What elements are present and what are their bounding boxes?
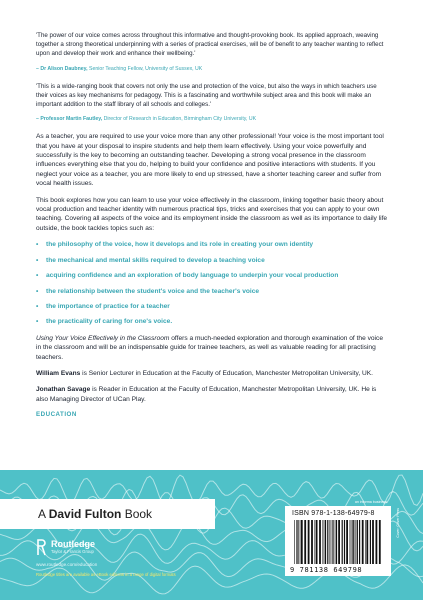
bullet-icon: • [36, 256, 39, 264]
barcode-bar [323, 520, 324, 564]
quote-2: 'This is a wide-ranging book that covers not only the use and protection of the voice, but also the ways in which teachers use their voices as key mechanisms for pedagogy. This is a fascinating and worthwhile subject area and this book will make an important addition to the staff library of all schools and colleges.' [36, 82, 377, 109]
imprint-bar [0, 499, 215, 529]
barcode-bar [357, 520, 358, 564]
barcode-bar [297, 520, 298, 564]
closing-paragraph: Using Your Voice Effectively in the Classroom offers a much-needed exploration and thorough examination of the voice in the classroom and will be an indispensable guide for trainee teachers, as well as valuable reading for all practising teachers. [36, 334, 383, 361]
barcode-bar [308, 520, 310, 564]
publisher-tagline: Taylor & Francis Group [51, 549, 94, 554]
imprint-logo: A David Fulton Book [38, 507, 153, 521]
barcode-bar [353, 520, 354, 564]
quote-1: 'The power of our voice comes across throughout this informative and thought-provoking book. Its applied approach, weaving together a strong theoretical underpinning with a series of practical exercises, will be of benefit to any teacher wanting to reflect upon and develop their work and enhance their wellbeing.' [36, 32, 384, 58]
barcode-bar [324, 520, 325, 564]
informa-note: an informa business [354, 500, 387, 504]
barcode-bar [330, 520, 331, 564]
topics-list [36, 240, 388, 326]
intro-paragraph: As a teacher, you are required to use your voice more than any other professional! Your voice is the most important tool that you have at your disposal to inspire students and help them learn effectively. Using your voice powerfully and successfully is the key to becoming an outstanding teacher. Developing a strong vocal presence in the classroom influences everything else that you do, helping to build your confidence and positive interactions with students. If you neglect your voice as a teacher, you are more likely to end up stressed, have a shorter teaching career and suffer from vocal health issues. [36, 133, 384, 188]
barcode-bar [346, 520, 348, 564]
author-bio-1: William Evans is Senior Lecturer in Education at the Faculty of Education, Manchester Metropolitan University, UK. [36, 369, 374, 377]
barcode-bar [342, 520, 343, 564]
explores-paragraph: This book explores how you can learn to use your voice effectively in the classroom, linking together basic theory about vocal production and teacher identity with numerous practical tips, tricks and exercises that you can apply to your own teaching. Covering all aspects of the voice and its employment inside the classroom as well as its importance to daily life outside, the book tackles topics such as: [36, 196, 388, 232]
barcode-bar [350, 520, 351, 564]
barcode-bar [351, 520, 352, 564]
barcode-bar [315, 520, 316, 564]
barcode-bar [300, 520, 301, 564]
barcode-bar [332, 520, 333, 564]
barcode-icon [292, 520, 384, 564]
barcode-panel [285, 500, 391, 576]
bullet-icon: • [36, 287, 39, 295]
barcode-bar [379, 520, 381, 564]
barcode-bar [327, 520, 328, 564]
publisher-website: www.routledge.com/education [36, 562, 98, 567]
ebook-note: Routledge titles are available as eBook editions in a range of digital formats [36, 572, 176, 577]
barcode-bar [316, 520, 318, 564]
author-bio-2: Jonathan Savage is Reader in Education at the Faculty of Education, Manchester Metropolitan University, UK. He is also Managing Director of UCan Play. [36, 386, 377, 403]
isbn-text: ISBN 978-1-138-64979-8 [292, 510, 375, 517]
topic-item: • the relationship between the student's voice and the teacher's voice [36, 287, 260, 295]
barcode-bar [362, 520, 364, 564]
bullet-icon: • [36, 318, 39, 326]
bullet-icon: • [36, 272, 39, 280]
barcode-bar [325, 520, 326, 564]
topic-item: • the practicality of caring for one's voice. [36, 318, 173, 326]
barcode-bar [319, 520, 321, 564]
topic-item: • the philosophy of the voice, how it develops and its role in creating your own identity [36, 241, 314, 249]
bullet-icon: • [36, 241, 39, 249]
bullet-icon: • [36, 302, 39, 310]
barcode-bar [301, 520, 303, 564]
publisher-block [36, 537, 296, 587]
topic-item: • the importance of practice for a teacher [36, 302, 170, 310]
barcode-bar [331, 520, 332, 564]
barcode-bar [338, 520, 340, 564]
publisher-name: Routledge [51, 539, 95, 549]
cover-text [36, 31, 388, 418]
quote-1-attribution: – Dr Alison Daubney, Senior Teaching Fellow, University of Sussex, UK [36, 65, 203, 72]
barcode-digits: 9 781138 649798 [290, 566, 363, 574]
barcode-bar [296, 520, 297, 564]
barcode-bar [352, 520, 353, 564]
barcode-bar [344, 520, 345, 564]
barcode-bar [311, 520, 313, 564]
barcode-bar [294, 520, 295, 564]
barcode-bar [304, 520, 306, 564]
barcode-bar [335, 520, 336, 564]
quote-2-attribution: – Professor Martin Fautley, Director of Research in Education, Birmingham City University, UK [36, 116, 257, 123]
barcode-bar [336, 520, 337, 564]
routledge-logo-icon [36, 537, 47, 557]
barcode-bar [365, 520, 366, 564]
barcode-bar [372, 520, 374, 564]
barcode-bar [370, 520, 371, 564]
barcode-bar [356, 520, 357, 564]
topic-item: • the mechanical and mental skills required to develop a teaching voice [36, 256, 265, 264]
cover-credit: Cover: Cover Press [396, 508, 400, 538]
topic-item: • acquiring confidence and an exploration of body language to underpin your vocal production [36, 272, 339, 280]
subject-label: EDUCATION [36, 411, 77, 419]
barcode-bar [376, 520, 378, 564]
barcode-bar [359, 520, 360, 564]
barcode-bar [366, 520, 368, 564]
